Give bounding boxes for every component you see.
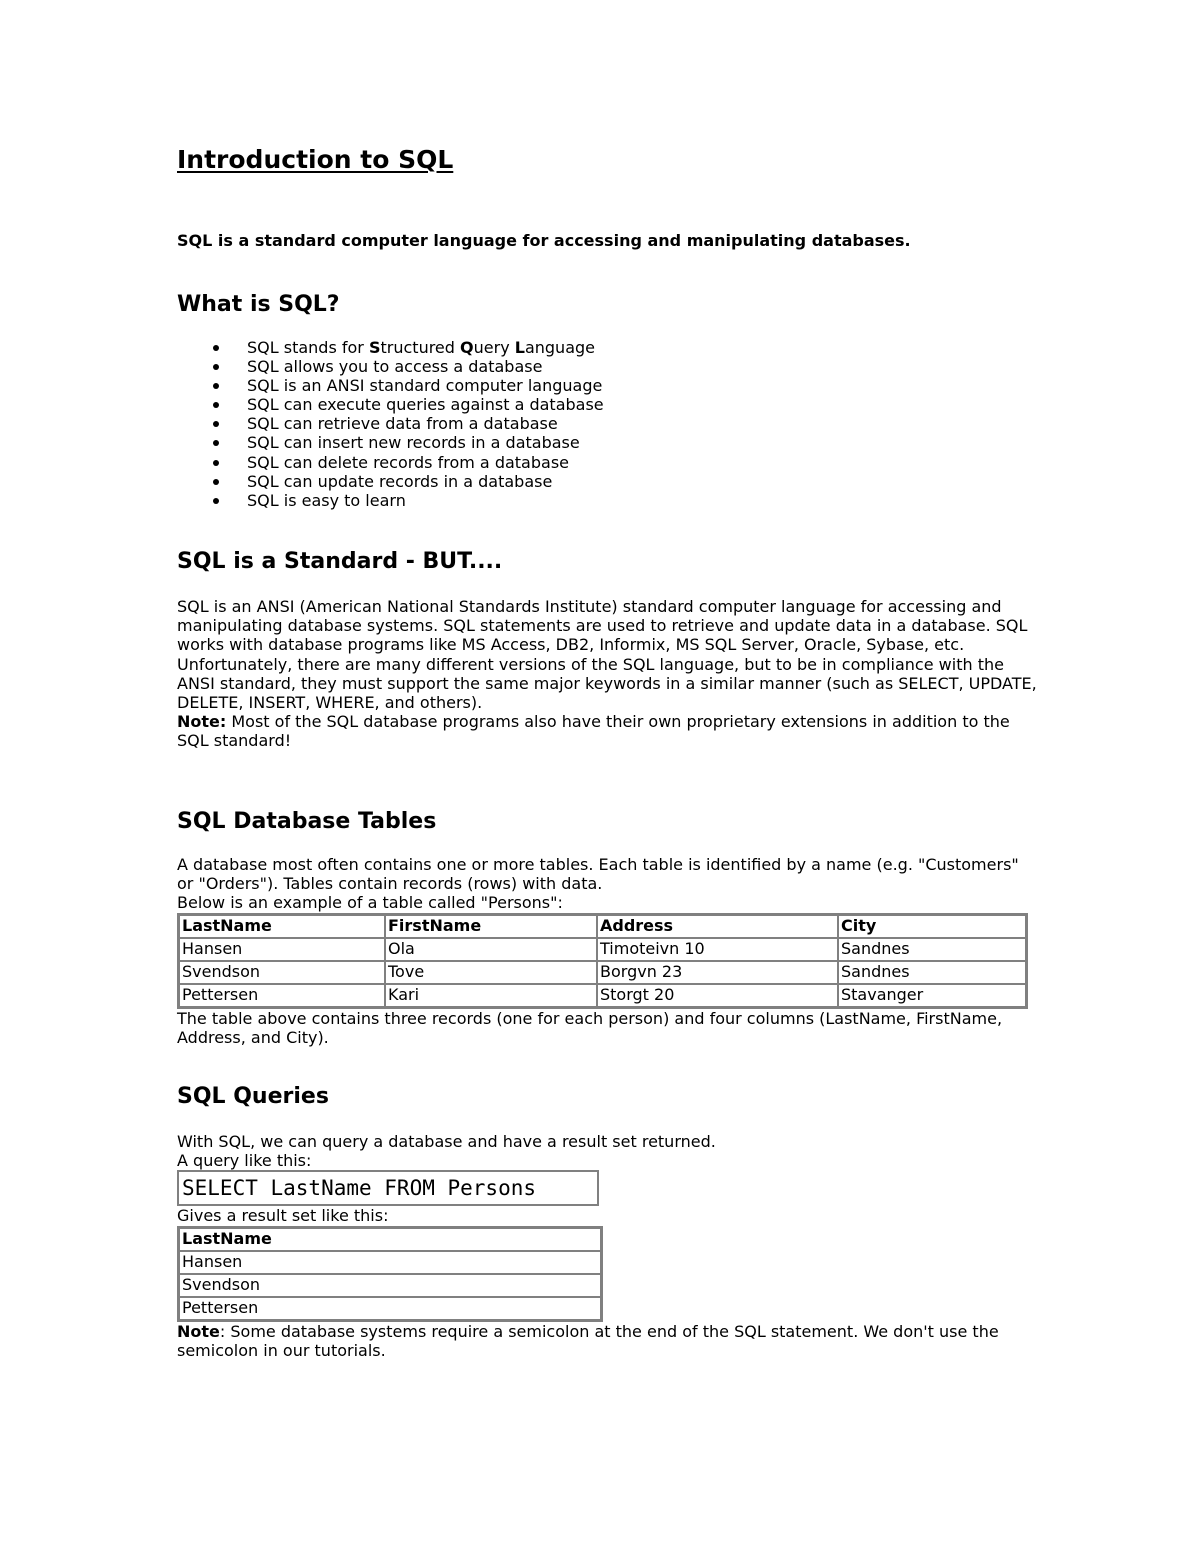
table-cell: Pettersen — [179, 984, 385, 1007]
table-cell: Hansen — [179, 938, 385, 961]
note-label: Note — [177, 1321, 220, 1341]
table-row — [179, 1297, 601, 1320]
tables-example-line: Below is an example of a table called "Persons": — [177, 893, 563, 913]
queries-intro: With SQL, we can query a database and have a result set returned. — [177, 1132, 716, 1151]
lead-sentence: SQL is a standard computer language for accessing and manipulating databases. — [177, 231, 911, 250]
queries-query-line: A query like this: — [177, 1151, 312, 1171]
table-cell: Timoteivn 10 — [597, 938, 838, 961]
tables-heading: SQL Database Tables — [177, 809, 437, 834]
standard-paragraph-compliance: Unfortunately, there are many different versions of the SQL language, but to be in compliance with the ANSI standard, they must support the same major keywords in a similar manner (such as SELECT, UPDATE, DELETE, INSERT, WHERE, and others). — [177, 654, 1037, 713]
column-header: Address — [597, 915, 838, 938]
persons-table — [177, 913, 1028, 1009]
list-item: SQL can update records in a database — [177, 472, 604, 491]
table-cell: Sandnes — [838, 938, 1026, 961]
table-header-row — [179, 915, 1026, 938]
table-row — [179, 1274, 601, 1297]
standard-section — [177, 597, 1037, 751]
tables-intro: A database most often contains one or more tables. Each table is identified by a name (e.g. "Customers" or "Orders"). Tables contain records (rows) with data. — [177, 855, 1019, 894]
tables-after-text: The table above contains three records (one for each person) and four columns (LastName, FirstName, Address, and City). — [177, 1008, 1003, 1047]
table-row — [179, 1251, 601, 1274]
table-row — [179, 961, 1026, 984]
list-item: SQL can insert new records in a database — [177, 433, 604, 452]
standard-heading: SQL is a Standard - BUT.... — [177, 549, 503, 574]
queries-section — [177, 1132, 1037, 1360]
tables-section — [177, 855, 1037, 1047]
standard-paragraph: SQL is an ANSI (American National Standards Institute) standard computer language for accessing and manipulating database systems. SQL statements are used to retrieve and update data in a database. SQL works with database programs like MS Access, DB2, Informix, MS SQL Server, Oracle, Sybase, etc. — [177, 597, 1028, 655]
page-title: Introduction to SQL — [177, 145, 454, 174]
table-cell: Sandnes — [838, 961, 1026, 984]
table-cell: Hansen — [179, 1251, 601, 1274]
standard-note: Note: Most of the SQL database programs also have their own proprietary extensions in addition to the SQL standard! — [177, 712, 1010, 751]
list-item: SQL allows you to access a database — [177, 357, 604, 376]
list-item: SQL can delete records from a database — [177, 453, 604, 472]
result-table — [177, 1226, 603, 1322]
column-header: LastName — [179, 1228, 601, 1251]
table-cell: Pettersen — [179, 1297, 601, 1320]
table-row — [179, 938, 1026, 961]
table-cell: Kari — [385, 984, 597, 1007]
table-cell: Ola — [385, 938, 597, 961]
note-label: Note: — [177, 712, 227, 732]
table-header-row — [179, 1228, 601, 1251]
column-header: FirstName — [385, 915, 597, 938]
table-cell: Storgt 20 — [597, 984, 838, 1007]
queries-note: Note: Some database systems require a semicolon at the end of the SQL statement. We don't use the semicolon in our tutorials. — [177, 1321, 999, 1360]
queries-result-line: Gives a result set like this: — [177, 1206, 389, 1226]
column-header: LastName — [179, 915, 385, 938]
queries-heading: SQL Queries — [177, 1084, 329, 1109]
table-cell: Stavanger — [838, 984, 1026, 1007]
table-cell: Svendson — [179, 1274, 601, 1297]
column-header: City — [838, 915, 1026, 938]
list-item: SQL is easy to learn — [177, 491, 604, 510]
list-item: SQL can execute queries against a database — [177, 395, 604, 414]
list-item: SQL stands for Structured Query Language — [177, 338, 604, 357]
list-item: SQL is an ANSI standard computer language — [177, 376, 604, 395]
table-cell: Borgvn 23 — [597, 961, 838, 984]
list-item: SQL can retrieve data from a database — [177, 414, 604, 433]
table-row — [179, 984, 1026, 1007]
what-is-sql-heading: What is SQL? — [177, 292, 340, 317]
what-is-sql-list — [177, 338, 604, 510]
table-cell: Tove — [385, 961, 597, 984]
sql-code-box: SELECT LastName FROM Persons — [177, 1170, 599, 1206]
table-cell: Svendson — [179, 961, 385, 984]
